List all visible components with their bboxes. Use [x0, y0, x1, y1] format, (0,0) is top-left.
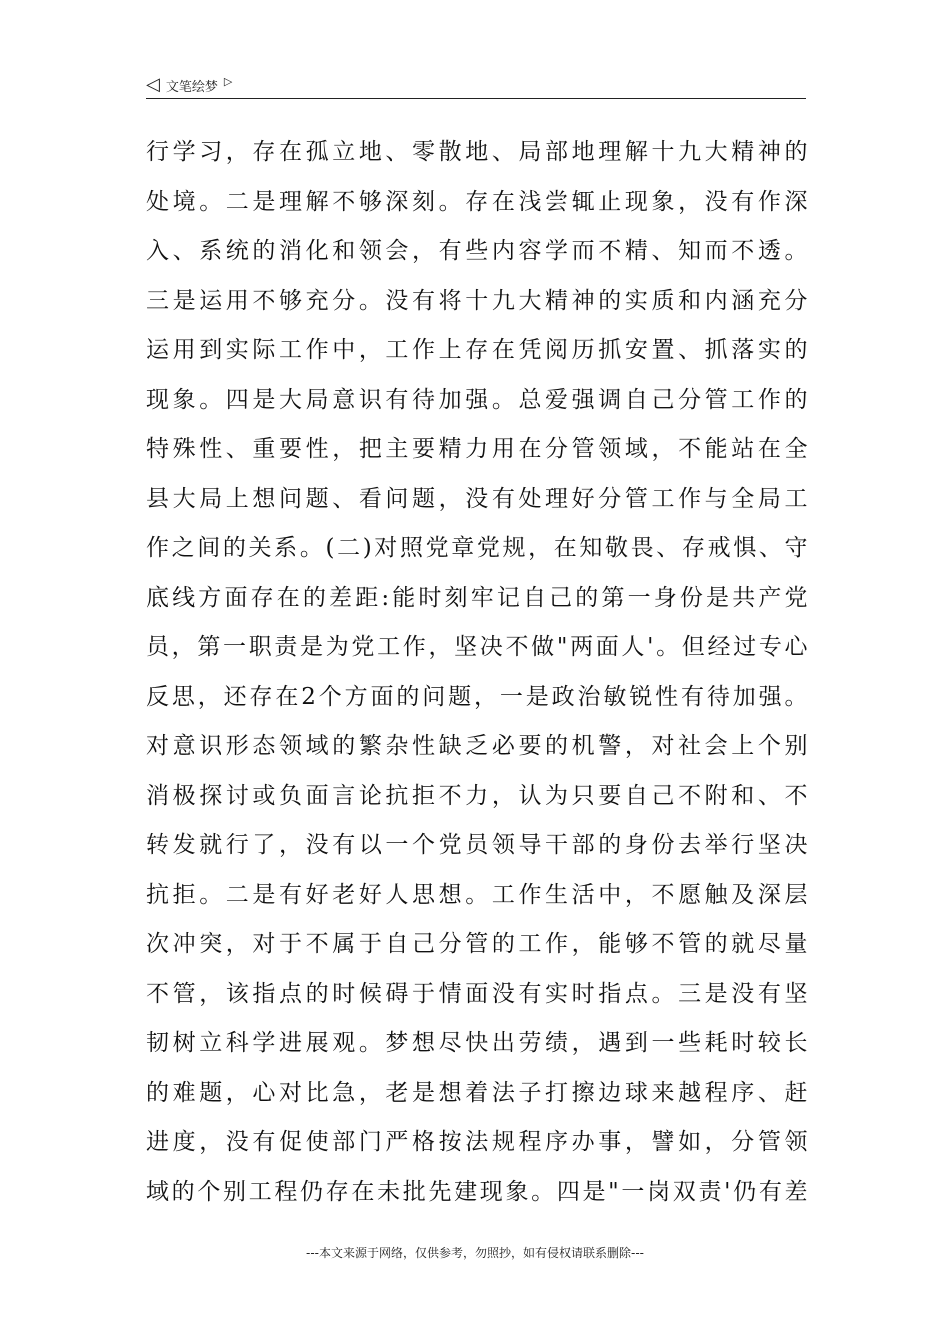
body-line: 特殊性、重要性，把主要精力用在分管领域，不能站在全 [146, 436, 808, 462]
body-line: 不管，该指点的时候碍于情面没有实时指点。三是没有坚 [146, 980, 808, 1007]
body-line: 抗拒。二是有好老好人思想。工作生活中，不愿触及深层 [146, 881, 808, 908]
document-body [146, 128, 808, 1217]
page-header [146, 72, 806, 99]
body-line: 反思，还存在2个方面的问题，一是政治敏锐性有待加强。 [146, 683, 808, 710]
body-line: 现象。四是大局意识有待加强。总爱强调自己分管工作的 [146, 386, 808, 413]
body-line: 县大局上想问题、看问题，没有处理好分管工作与全局工 [146, 485, 808, 512]
body-line: 进度，没有促使部门严格按法规程序办事，譬如，分管领 [146, 1129, 808, 1155]
body-line: 域的个别工程仍存在未批先建现象。四是"一岗双责'仍有差 [146, 1178, 808, 1205]
body-line: 消极探讨或负面言论抗拒不力，认为只要自己不附和、不 [146, 782, 808, 809]
body-line: 员，第一职责是为党工作，坚决不做"两面人'。但经过专心 [146, 634, 808, 660]
body-line: 对意识形态领域的繁杂性缺乏必要的机警，对社会上个别 [146, 733, 808, 759]
body-line: 转发就行了，没有以一个党员领导干部的身份去举行坚决 [146, 832, 808, 858]
body-line: 行学习，存在孤立地、零散地、局部地理解十九大精神的 [146, 139, 808, 165]
body-line: 处境。二是理解不够深刻。存在浅尝辄止现象，没有作深 [146, 188, 808, 215]
body-line: 次冲突，对于不属于自己分管的工作，能够不管的就尽量 [146, 931, 808, 957]
triangle-left-icon: ◁ [146, 74, 160, 95]
body-line: 三是运用不够充分。没有将十九大精神的实质和内涵充分 [146, 287, 808, 314]
body-line: 运用到实际工作中，工作上存在凭阅历抓安置、抓落实的 [146, 337, 808, 363]
body-line: 作之间的关系。(二)对照党章党规，在知敬畏、存戒惧、守 [146, 535, 808, 561]
body-line: 入、系统的消化和领会，有些内容学而不精、知而不透。 [146, 238, 808, 264]
triangle-right-icon: ▷ [223, 74, 233, 88]
body-line: 底线方面存在的差距:能时刻牢记自己的第一身份是共产党 [146, 584, 808, 611]
footer-disclaimer: ---本文来源于网络，仅供参考，勿照抄，如有侵权请联系删除--- [306, 1246, 644, 1260]
header-brand: 文笔绘梦 [165, 79, 218, 95]
body-line: 的难题，心对比急，老是想着法子打擦边球来越程序、赶 [146, 1079, 808, 1106]
body-line: 韧树立科学进展观。梦想尽快出劳绩，遇到一些耗时较长 [146, 1030, 808, 1056]
